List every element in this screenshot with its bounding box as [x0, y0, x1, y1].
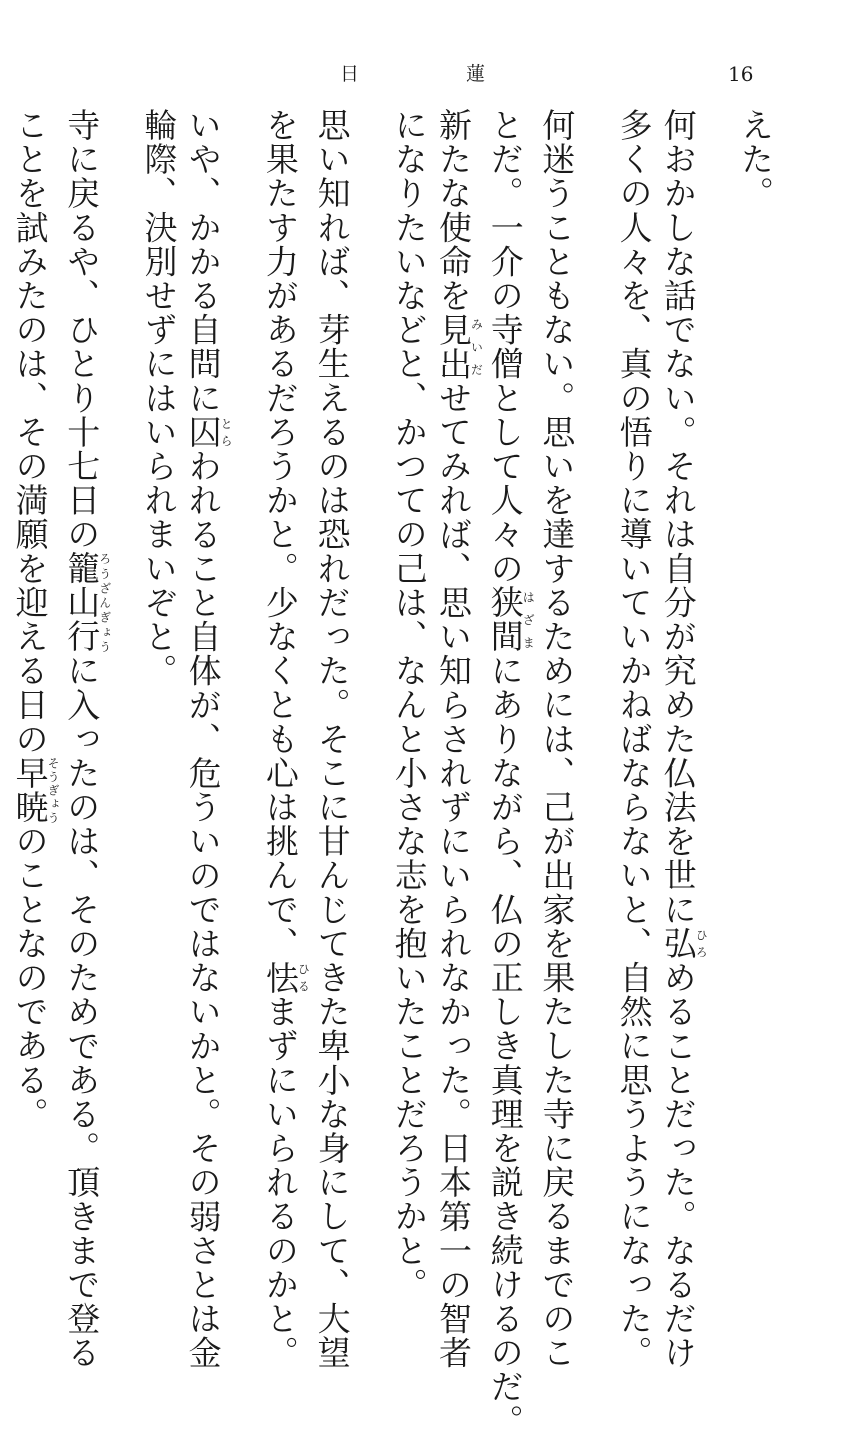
- ruby-base: 籠山行: [62, 551, 102, 654]
- text-segment: を果たす力があるだろうかと。少なくとも心は挑んで、: [260, 108, 300, 961]
- text-segment: 寺に戻るや、ひとり十七日の: [62, 108, 102, 552]
- text-segment: まずにいられるのかと。: [260, 994, 300, 1370]
- ruby-base: 囚: [183, 414, 223, 450]
- text-line: [0, 108, 7, 1138]
- text-line: [733, 108, 777, 1138]
- ruby-base: 弘: [658, 926, 698, 961]
- text-segment: になりたいなどと、かつての己は、なんと小さな志を抱いたことだろうかと。: [389, 108, 429, 1302]
- ruby-base: 狭間: [485, 585, 525, 654]
- text-segment: 多くの人々を、真の悟りに導いていかねばならないと、自然に思うようになった。: [614, 108, 654, 1370]
- text-segment: めることだった。なるだけ: [658, 960, 698, 1370]
- text-line: [431, 108, 484, 1370]
- text-segment: にありながら、仏の正しき真理を説き続けるのだ。: [485, 653, 525, 1438]
- ruby-reading: みいだ: [469, 312, 484, 381]
- ruby-reading: ひる: [296, 960, 311, 995]
- text-segment: われること自体が、危ういのではないかと。その弱さとは金: [183, 449, 223, 1370]
- ruby-reading: ひろ: [694, 926, 709, 961]
- ruby-base: 怯: [260, 960, 300, 995]
- text-segment: いや、かかる自問に: [183, 108, 223, 415]
- text-line: [136, 108, 180, 1138]
- text-line: [534, 108, 611, 1370]
- running-head-title-char-1: 日: [340, 63, 360, 85]
- text-segment: のことなのである。: [10, 824, 50, 1132]
- text-segment: 思い知れば、芽生えるのは恐れだった。そこに甘んじてきた卑小な身にして、大望: [312, 108, 352, 1370]
- text-segment: せてみれば、思い知らされずにいられなかった。日本第一の智者: [433, 380, 473, 1370]
- text-line: [59, 108, 136, 1370]
- text-line: [656, 108, 733, 1370]
- ruby-annotated-word: [433, 312, 484, 381]
- text-line: [258, 108, 311, 1370]
- ruby-reading: ろうざんぎょう: [97, 551, 112, 654]
- text-line: [611, 108, 655, 1370]
- ruby-annotated-word: [62, 551, 112, 654]
- text-line: [387, 108, 431, 1302]
- text-segment: えた。: [736, 108, 775, 211]
- text-segment: に入ったのは、そのためである。頂きまで登る: [62, 653, 102, 1370]
- text-segment: ことを試みたのは、その満願を迎える日の: [10, 108, 50, 756]
- text-segment: 新たな使命を: [433, 108, 473, 313]
- vertical-body-text: [10, 108, 777, 1438]
- ruby-reading: はざま: [521, 585, 536, 654]
- running-head-title-char-2: 蓮: [466, 63, 486, 85]
- text-segment: とだ。一介の寺僧として人々の: [485, 108, 525, 586]
- ruby-annotated-word: [183, 414, 234, 450]
- ruby-annotated-word: [658, 926, 709, 961]
- ruby-annotated-word: [260, 960, 311, 995]
- ruby-reading: そうぎょう: [46, 755, 61, 825]
- text-line: [7, 108, 59, 1138]
- ruby-base: 早暁: [10, 755, 50, 825]
- text-line: [482, 108, 536, 1438]
- ruby-base: 見出: [433, 312, 473, 381]
- page-number: 16: [728, 62, 754, 86]
- text-line: [309, 108, 386, 1370]
- text-segment: 何おかしな話でない。それは自分が究めた仏法を世に: [658, 108, 698, 927]
- ruby-annotated-word: [10, 755, 61, 825]
- text-segment: 何迷うこともない。思いを達するためには、己が出家を果たした寺に戻るまでのこ: [537, 108, 577, 1370]
- text-line: [180, 108, 257, 1370]
- text-segment: 輪際、決別せずにはいられまいぞと。: [139, 108, 179, 688]
- ruby-annotated-word: [485, 585, 536, 654]
- ruby-reading: とら: [219, 414, 234, 449]
